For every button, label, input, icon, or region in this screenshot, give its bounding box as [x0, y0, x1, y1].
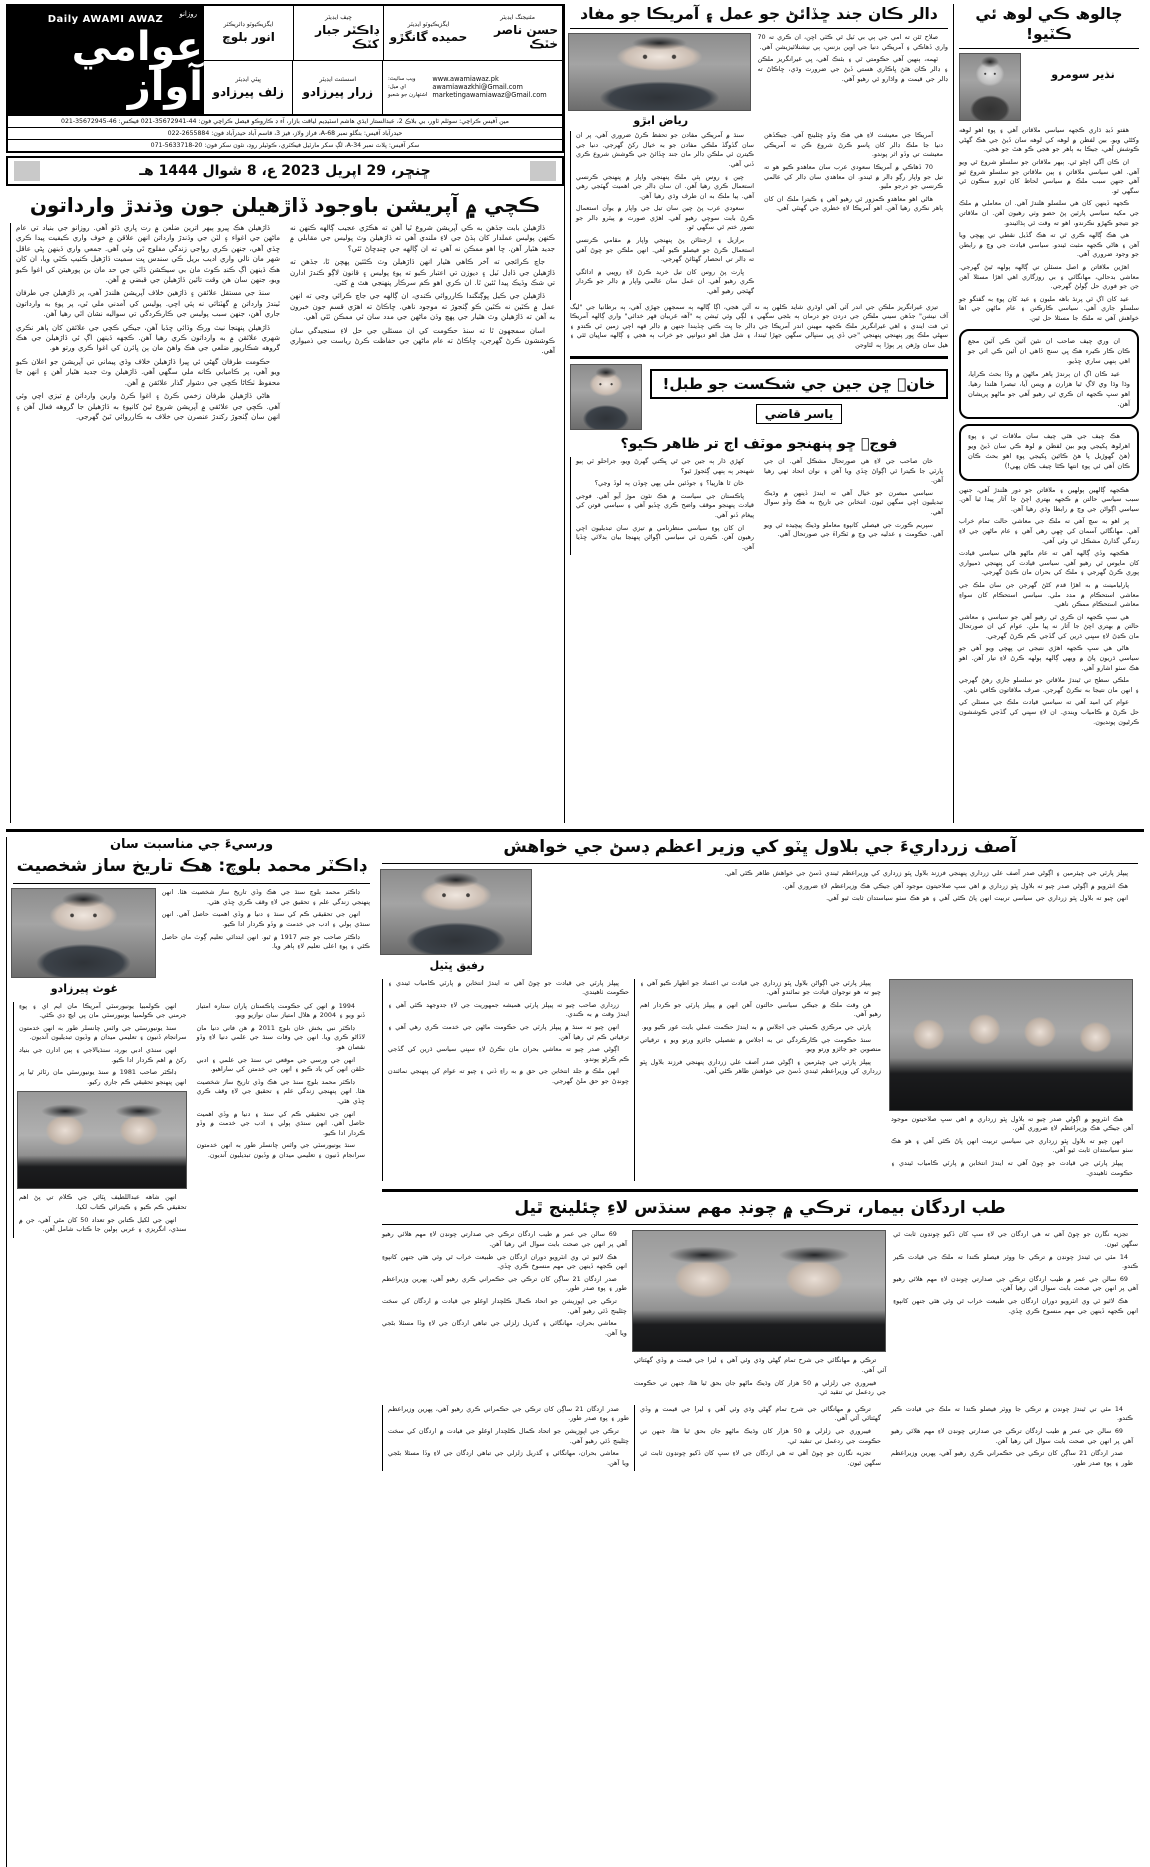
- staff-exec-director: [203, 6, 293, 60]
- khan-para: ان کان پوءِ سياسي منظرنامي ۾ تيزي سان تبديليون اچي رهيون آهن. ڪيترن ئي سياسي اڳواڻن پنهنجا بيان بدلائي ڇڏيا آهن.: [576, 523, 754, 551]
- chaloh-para: هفتو ڏيڍ ڌاري ڪجهه سياسي ملاقاتن آهي ۽ پوءِ اهو لوهه وکڻڻي ويو. بين لفظن ۾ لوهه کي لوهه سان ڏيڻ جي هڪ گهڻي ڪوشش آهي، جيڪا به ٻاهر جو هجي ڪو هٿ جو هجي.: [959, 126, 1139, 154]
- staff-name: حميده گانگڙو: [389, 30, 468, 45]
- staff-role: ايگزيڪيوٽو ايڊيٽر: [407, 21, 450, 29]
- zardari-para: انهن چيو ته بلاول ڀٽو زرداري جي سياسي تربيت انهن پاڻ ڪئي آهي ۽ هو هڪ سٺو سياستدان ثابت ٿيو آهي.: [826, 894, 1128, 903]
- khan-para: خان ٿا هارپيا؟ ۽ جوڏئين ملي ٻهي چوڏن ٻه لوڏ وڃي؟: [594, 479, 744, 488]
- staff-deputy-editor: [203, 61, 292, 115]
- masthead-contact: [382, 61, 562, 115]
- lead-headline[interactable]: ڪچي ۾ آپريشن باوجود ڏاڙهيلن جون وڌندڙ وارداتون: [29, 193, 541, 217]
- erdogan-para: 14 مئي تي ٿيندڙ چونڊن ۾ ترڪي جا ووٽر فيصلو ڪندا ته ملڪ جي قيادت ڪير ڪندو.: [890, 1404, 1133, 1423]
- staff-row-1: [203, 6, 562, 61]
- address-sukkur: سکر آفيس: پلاٽ نمبر 34-A، لڳ سکر مارٽيل فيڪٽري، ڪوٽيلر روڊ، نئون سکر فون: 20-5633718-071: [150, 142, 420, 149]
- baloch-para: سنڌ يونيورسٽي جي وائس چانسلر طور به انهن خدمتون سرانجام ڏنيون ۽ تعليمي ميدان ۾ وڏيون تبديليون آنديون.: [196, 1141, 365, 1159]
- contact-label-ads: اشتهارن جو شعبو: [387, 92, 428, 99]
- masthead: [6, 4, 564, 116]
- zardari-para: هن وقت ملڪ ۾ جيڪي سياسي حالتون آهن انهن ۾ پيپلز پارٽي جو ڪردار اهم رهيو آهي.: [639, 1000, 881, 1019]
- khan-para: پاڪستان جي سياست ۾ هڪ نئون موڙ آيو آهي. فوجي قيادت پنهنجو موقف واضح ڪري ڇڏيو آهي ۽ سياسي قوتن کي پيغام ڏنو آهي.: [576, 491, 754, 520]
- dollar-lead: صلاح ٿئن ته امي جي ٻي بي ٽيل ٿي ڪٽي اچن، ان ڪري ته 70 واري ڏهاڪي ۽ آمريڪي دنيا جي اوين بزنس، ٻي نيشنلائيزيشن آهي.: [757, 33, 948, 51]
- zardari-author-name: رفيق ڀٽيل: [429, 959, 485, 973]
- baloch-para: ڊاڪٽر محمد بلوچ سنڌ جي هڪ وڏي تاريخ ساز شخصيت هئا. انهن پنهنجي زندگي علم ۽ تحقيق جي لاءِ وقف ڪري ڇڏي هئي.: [161, 888, 370, 906]
- erdogan-para: ترڪي جي اپوزيشن جو اتحاد ڪمال ڪلچدار اوغلو جي قيادت ۾ اردگان کي سخت چئلينج ڏئي رهيو آهي.: [382, 1297, 627, 1315]
- khan-para: سپريم ڪورٽ جي فيصلي کانپوءِ معاملو وڌيڪ پيچيده ٿي ويو آهي. حڪومت ۽ عدليه جي وچ ۾ ٽڪراءَ جي صورتحال آهي.: [764, 520, 943, 539]
- baloch-headline[interactable]: ڊاڪٽر محمد بلوچ: هڪ تاريخ ساز شخصيت: [16, 856, 367, 876]
- lead-para: ڏاڙهيلن بابت جڏهن به ڪي آپريشن شروع ٿيا آهن ته هڪڙي عجيب ڳالهه ڪنهن نه ڪنهن پوليس عملدار کان ٻڌڻ جي لاءِ ملندي آهي ته ڏاڙهيلن وٽ پوليس جي مقابلي ۾ جديد هٿيار آهن. ڇا اهو ممڪن نه آهي ته ان ڳالهه جي ڇنڊڇاڻ ٿئي؟: [290, 224, 555, 253]
- zardari-para: انهن چيو ته بلاول ڀٽو زرداري جي سياسي تربيت انهن پاڻ ڪئي آهي ۽ هو هڪ سٺو سياستدان ثابت ٿيو آهي.: [890, 1136, 1133, 1155]
- bottom-left-stack: [376, 837, 1144, 1867]
- erdogan-para: فيبروري جي زلزلي ۾ 50 هزار کان وڌيڪ ماڻهو جان بحق ٿيا هئا، جنهن تي حڪومت جي ردعمل تي تنقيد ٿي.: [639, 1427, 881, 1445]
- zardari-para: پيپلز پارٽي جي چيئرمين ۽ اڳوڻي صدر آصف علي زرداري پنهنجي فرزند بلاول ڀٽو زرداري کي وزيراعظم ٿيندي ڏسڻ جي خواهش ظاهر ڪئي آهي.: [639, 1057, 881, 1076]
- erdogan-para: هڪ لائيو ٽي وي انٽرويو دوران اردگان جي طبيعت خراب ٿي وئي هئي جنهن کانپوءِ انهن ڪجهه ڏينهن جي مهم منسوخ ڪري ڇڏي.: [382, 1252, 627, 1271]
- zardari-headline[interactable]: آصف زرداريءَ جي بلاول ڀٽو کي وزير اعظم ڊسڻ جي خواهش: [503, 837, 1017, 857]
- photo-erdogan-kilicdaroglu: [632, 1230, 886, 1352]
- erdogan-para: معاشي بحران، مهانگائي ۽ گذريل زلزلي جي تباهي اردگان جي لاءِ وڏا مسئلا بڻجي ويا آهن.: [388, 1449, 629, 1467]
- khan-subhead: فوجؑ ڇو پنهنجو موٽف اڄ تر ظاهر ڪيو؟: [620, 435, 898, 452]
- chaloh-para: پر اهو به سچ آهي ته ملڪ جي معاشي حالت تمام خراب آهي. مهانگائي آسمان کي ڇهي رهي آهي ۽ عام ماڻهن جي لاءِ زندگي گذارڻ مشڪل ٿي وئي آهي.: [959, 517, 1139, 545]
- dateline-text: ڇنڇر، 29 اپريل 2023 ع، 8 شوال 1444 هـ: [139, 163, 431, 179]
- quote-line: عيد ڪان اڳ ان ٻرندڙ ٻاهر ماڻهن ۾ وڏا بحث ڪرايا، وڌا وڌا وي لاڳ ٿيا هزارن ۾ ويس آيا، تبصرا هلندا رهيا. اهو سڀ ڪجهه ان ڪري ٿي رهيو آهي جو ماڻهو پريشان آهن.: [968, 369, 1130, 408]
- zardari-para: پيپلز پارٽي جي قيادت جو چوڻ آهي ته ايندڙ انتخابن ۾ پارٽي ڪامياب ٿيندي ۽ حڪومت ٺاهيندي.: [890, 1159, 1133, 1177]
- khan-para: سياسي مبصرن جو خيال آهي ته ايندڙ ڏينهن ۾ وڌيڪ تبديليون اچي سگهن ٿيون. انتخابن جي تاريخ به هڪ وڏو سوال آهي.: [764, 488, 943, 517]
- chaloh-para: ان ڪان آگي اچڻو ٿي. ٻيهر ملاقاتن جو سلسلو شروع ٿي ويو آهي. اهي سياسي ملاقاتن ۽ ٻين ملاقاتن جو سلسلو شروع ٿيو آهي جنهن سبب ملڪ ۾ سياسي لحاظ کان ٿورو سڪون ٿي سگهي ٿو.: [959, 158, 1139, 195]
- zardari-para: هڪ انٽرويو ۾ اڳوڻي صدر چيو ته بلاول ڀٽو زرداري ۾ اهي سڀ صلاحيتون موجود آهن جيڪي هڪ وزيراعظم لاءِ ضروري آهن.: [890, 1114, 1133, 1133]
- zardari-para: پيپلز پارٽي جي اڳواڻن بلاول ڀٽو زرداري جي قيادت تي اعتماد جو اظهار ڪيو آهي ۽ چيو ته هو نوجوان قيادت جو نمائندو آهي.: [639, 978, 881, 997]
- baloch-para: انهن جي تحقيقي ڪم کي سنڌ ۽ دنيا ۾ وڏي اهميت حاصل آهي. انهن سنڌي ٻولي ۽ ادب جي خدمت ۾ وڏو ڪردار ادا ڪيو.: [196, 1109, 365, 1137]
- staff-role: ڀيٽي ايڊيٽر: [235, 75, 261, 83]
- erdogan-para: تجزيه نگارن جو چوڻ آهي ته هي اردگان جي لاءِ سڀ کان ڏکيو چونڊون ثابت ٿي سگهن ٿيون.: [639, 1449, 881, 1467]
- zardari-para: پارٽي جي مرڪزي ڪميٽي جي اجلاس ۾ به ايندڙ حڪمت عملي بابت غور ڪيو ويو.: [641, 1023, 871, 1032]
- baloch-para: انهن شاهه عبداللطيف ڀٽائي جي ڪلام تي پڻ اهم تحقيقي ڪم ڪيو ۽ ڪيترائي ڪتاب لکيا.: [19, 1193, 187, 1211]
- erdogan-para: ترڪي جي اپوزيشن جو اتحاد ڪمال ڪلچدار اوغلو جي قيادت ۾ اردگان کي سخت چئلينج ڏئي رهيو آهي.: [388, 1427, 629, 1445]
- chaloh-para: هاڻي هي سڀ ڪجهه اهڙي نتيجي تي پهچي ويو آهي جو سياسي ڌريون پاڻ ۾ ويهي ڳالهه ٻولهه ڪرڻ لاءِ تيار آهن. اهو هڪ سٺو اشارو آهي.: [959, 644, 1139, 672]
- article-zardari: [382, 837, 1138, 1181]
- baloch-para: انهن جي تحقيقي ڪم کي سنڌ ۽ دنيا ۾ وڏي اهميت حاصل آهي. انهن سنڌي ٻولي ۽ ادب جي خدمت ۾ وڏو ڪردار ادا ڪيو.: [161, 910, 370, 929]
- staff-name: حسن ناصر خٽڪ: [494, 23, 558, 52]
- zardari-para: سنڌ حڪومت جي ڪارڪردگي تي به اجلاس ۾ تفصيلي جائزو ورتو ويو ۽ ترقياتي منصوبن جو جائزو ورتو ويو.: [639, 1035, 881, 1054]
- staff-role: ايگزيڪيوٽو ڊائريڪٽر: [223, 21, 274, 29]
- chaloh-para: هڪجهه وڏي ڳالهه آهي ته عام ماڻهو هاڻي سياسي قيادت کان مايوس ٿي رهيو آهي. سياسي قيادت کي پنهنجي ذميواري پوري ڪرڻ گهرجي ۽ ملڪ کي بحران مان ڪڍڻ گهرجي.: [959, 549, 1139, 577]
- article-chaloh: [954, 4, 1144, 823]
- baloch-para: ڊاڪٽر صاحب 1981 ۾ سنڌ يونيورسٽي مان رٽائر ٿيا پر انهن پنهنجو تحقيقي ڪم جاري رکيو.: [19, 1068, 187, 1086]
- baloch-para: انهن سنڌي ادبي بورڊ، سنڌيالاجي ۽ ٻين ادارن جي بنياد رکڻ ۾ اهم ڪردار ادا ڪيو.: [19, 1046, 187, 1064]
- baloch-para: انهن جي ورسي جي موقعي تي سنڌ جي علمي ۽ ادبي حلقن انهن کي ياد ڪيو ۽ انهن جي خدمتن کي ساراهيو.: [196, 1055, 365, 1074]
- staff-name: ڊاڪٽر جبار کٽڪ: [315, 23, 379, 52]
- dollar-para: هاڻي اهو معاهدو ڪمزور ٿي رهيو آهي ۽ ڪيترا ملڪ ان کان ٻاهر نڪري رهيا آهن. اهو آمريڪا لاءِ خطري جي گهنٽي آهي.: [764, 194, 943, 213]
- article-erdogan: [382, 1198, 1138, 1471]
- staff-assistant-editor: [292, 61, 381, 115]
- zardari-para: انهن ملڪ ۾ جلد انتخابن جي حق ۾ به راءِ ڏني ۽ چيو ته عوام کي پنهنجي نمائندن چونڊڻ جو حق ملڻ گهرجي.: [388, 1067, 629, 1085]
- chaloh-para: هڪجهه ڳالهين ٻولهين ۽ ملاقاتن جو دور هلندڙ آهي، جنهن سبب سياسي حالتن ۾ ڪجهه بهتري اچڻ جا آثار پيدا ٿيا آهن. سياسي اڳواڻن جي وچ ۾ رابطا وڌي رهيا آهن.: [959, 485, 1139, 513]
- lead-para: ڏاڙهيلن پنهنجا نيٽ ورڪ وڌائي ڇڏيا آهن، جيڪي ڪچي جي علائقن کان ٻاهر نڪري شهري علائقن ۾ به وارداتون ڪري رهيا آهن. ڪجهه ڏينهن اڳ ئي ڏاڙهيلن جي هڪ گروهه شڪارپور ضلعي جي هڪ واهڻ مان ٻن ڀائرن کي اغوا ڪري ورتو هو.: [16, 323, 280, 353]
- lead-para: سنڌ جي مستقل علائقن ۽ ڏاڙهين خلاف آپريشن هلندڙ آهي، پر ڏاڙهيلن جي طرفان ٿيندڙ وارداتن ۾ گهٽتائي نه پئي اچي. پوليس کي آمدني ملي ٿي، پر پوءِ به وارداتون جاري آهن، جنهن سبب پوليس جي ڪارڪردگي تي سواليه نشان اٿي رهيا آهن.: [16, 289, 280, 319]
- baloch-para: 1994 ۾ انهن کي حڪومت پاڪستان پاران ستاره امتياز ڏنو ويو ۽ 2004 ۾ هلال امتياز سان نوازيو ويو.: [196, 1001, 365, 1020]
- masthead-logo-english: Daily AWAMI AWAZ: [47, 13, 164, 25]
- lead-para: ڏاڙهيلن هڪ ڀيرو ٻيهر اترين ضلعن ۾ رت ڀاري ڏئو آهي. روزانو جي بنياد تي عام ماڻهن جي اغواء ۽ لٽن جي وڌندڙ وارداتن انهن علاقن ۾ خوف واري ڪيفيت پيدا ڪري ڇڏي آهي، جنهن ڪري رواجي زندگي مفلوج ٿي وئي آهي. جمعي واري ڏينهن ڀڻي عاقل شهر مان نالي واري اديب بريل ڪي سندس ڀت سميت ڏاڙهيل ڪنيپ ڪٽي ويا، ان کان هڪ ڏينهن اڳ ڪنڊ ڪوٽ مان بي سيڪشن ڏاٿي جي حد مان بن پورهيتن کي اغوا ڪيو ويو، جنهن سان هن وقت تائين ڏاڙهيلن جي قبضي ۾ آهن.: [16, 224, 280, 285]
- staff-exec-editor: [383, 6, 473, 60]
- photo-dr-baloch-portrait: [17, 1091, 187, 1189]
- erdogan-para: 69 سالن جي عمر ۾ طيب اردگان ترڪي جي صدارتي چونڊن لاءِ مهم هلائي رهيو آهي پر انهن جي صحت بابت سوال اٿي رهيا آهن.: [890, 1427, 1133, 1445]
- zardari-para: پيپلز پارٽي جي چيئرمين ۽ اڳوڻي صدر آصف علي زرداري پنهنجي فرزند بلاول ڀٽو زرداري کي وزيراعظم ٿيندي ڏسڻ جي خواهش ظاهر ڪئي آهي.: [724, 869, 1128, 878]
- dollar-para-tail: تيزي غيرانگريز ملڪن جي اندر آئي آهي اوڌري شايد ڪلهن ٻه نه آئي هجي، اڳا ڳالهه ٻه سمجهن جهڙي آهي، ٻه برطانيا جي "ليگ آف نيشن" جڏهن سيني ملڪن جي دردن جو درمان ٻه بڻجي سگهي ۽ لڳي وئي ٽيشن ٻه "آهه غريبان قهر خدائي" واري ڳالهه آمريڪا ٽي فت ايندي ۽ اهي غيرانگريز ملڪ ڪجهه مهينن اندر آمريڪا جي ڊالر جا ڀت ڪتي چڏيندا جنهن ۾ ڊالر قهه اڄي زمين ٽي ڪندو ۽ سهڻي ملڪ ڀور پنهنجي پنهنجي "جي ڏي ڀي سنڀالي سگهن جهڙا ٿيندا، ۽ شل هيل اهو ديوانپي جو خراب ٻه هجي ۽ ڳالهه ساڀيان ٿئي ۽ هيل سان وڙهن ڀر ٻوڙا ٻه لٽاوجن: [570, 302, 948, 350]
- baloch-para: ڊاڪٽر محمد بلوچ سنڌ جي هڪ وڏي تاريخ ساز شخصيت هئا. انهن پنهنجي زندگي علم ۽ تحقيق جي لاءِ وقف ڪري ڇڏي هئي.: [196, 1077, 365, 1105]
- dollar-para: آمريڪا جي معيشت لاءِ هي هڪ وڏو چئلينج آهي. جيڪڏهن دنيا جا ملڪ ڊالر کان پاسو ڪرڻ شروع ڪن ته آمريڪي معيشت تي وڏو اثر پوندو.: [764, 131, 943, 159]
- dollar-para: ٽهمه، ٻنهين آهي حڪومتي ٿي ۽ بئنڪ آهي، ڀي غيرانگريز ملڪن ۽ ڊالر ڪان هٽڻ ڀاڪاري هستي ڏيڻ جي ضرورت وڌي، ڇاڪاڻ ته ڊالر جي قيمت ۾ واڌارو ٿي رهيو آهي.: [757, 55, 948, 83]
- erdogan-headline[interactable]: طب اردگان بيمار، ترڪي ۾ چونڊ مهم سنڌس لاءِ چئلينج ٿيل: [514, 1198, 1006, 1219]
- baloch-para: ڊاڪٽر صاحب جو جنم 1917 ۾ ٿيو. انهن ابتدائي تعليم ڳوٺ مان حاصل ڪئي ۽ پوءِ اعلى تعليم لاءِ ٻاهر ويا.: [161, 932, 370, 951]
- erdogan-para: هڪ لائيو ٽي وي انٽرويو دوران اردگان جي طبيعت خراب ٿي وئي هئي جنهن کانپوءِ انهن ڪجهه ڏينهن جي مهم منسوخ ڪري ڇڏي.: [893, 1297, 1138, 1315]
- baloch-para: انهن جي لکيل ڪتابن جو تعداد 50 کان مٿي آهي، جن ۾ سنڌي، انگريزي ۽ عربي ٻولين جا ڪتاب شامل آهن.: [19, 1215, 187, 1234]
- chaloh-author-name: نذير سومرو: [1051, 68, 1115, 82]
- quote-line: ان وري چيف صاحب ان نئين آئين ڪي آئين مجع ڪان ڪار ڪيرء هڪ ڀي سنج ڏاهي ان آئين ڪي اتي جو اهي ٻنهي ساري ڇڏيو.: [968, 336, 1130, 365]
- staff-name: زلف پيرزادو: [212, 84, 284, 99]
- erdogan-para: معاشي بحران، مهانگائي ۽ گذريل زلزلي جي تباهي اردگان جي لاءِ وڏا مسئلا بڻجي ويا آهن.: [382, 1319, 627, 1337]
- photo-zardari-bilawal-group: [889, 979, 1133, 1111]
- author-photo-nazir-soomro: [959, 53, 1021, 121]
- section-divider: [6, 829, 1144, 832]
- quote-line: هڪ چيف جي هٿي چيف سان ملاقات ٿي ۽ پوءِ اهرلوھ پکيجي ويو بين لفظن ۾ لوھ ڪي سان ڏيڻ ويو (هڻ گهوڙيل پا هڻ ڪاٿين پکيجي پوءِ اهو بحث ڪان ڪان آهي ئي پوءِ انتها ڪٿا چيف ڪان پهي!): [968, 431, 1130, 470]
- lead-para: ڏاڙهيلن جي ڪيل ڀوڳنگندا ڪارروائي ڪندي، ان ڳالهه جي جاچ ڪرائي وڃي ته انهن عمل ۾ ڪٿين نه ڪٿين ڪو ڳٺجوڙ ته موجود ناهي. ڇاڪاڻ ته اهڙي قسم جون خبرون به آهن ته ڏاڙهيلن وٽ هٿيار جي پهچ وڏن ماڻهن جي مدد سان ئي ممڪن ٿئي آهي.: [290, 292, 555, 322]
- author-photo-yasir-qazi: [570, 364, 642, 430]
- staff-chief-editor: [293, 6, 383, 60]
- contact-label-website: ويب سائيٽ:: [387, 76, 416, 83]
- lead-para: هاڻي ڏاڙهيلن طرفان زخمي ڪرڻ ۽ اغوا ڪرڻ وارين وارداتن ۾ تيزي اچي وئي آهي. ڪچي جي علائقي ۾ آپريشن شروع ٿيڻ کانپوءِ به ڏاڙهيلن جا گروهه فعال آهن ۽ انهن سان ڳٺجوڙ رکندڙ عنصرن جي خلاف به ڪارروائي ٿيڻ گهرجي.: [16, 392, 280, 421]
- zardari-para: اڳوڻي صدر چيو ته معاشي بحران مان نڪرڻ لاءِ سڀني سياسي ڌرين کي گڏجي ڪم ڪرڻو پوندو.: [388, 1045, 629, 1063]
- masthead-block: [6, 4, 564, 823]
- erdogan-para: تجزيه نگارن جو چوڻ آهي ته هي اردگان جي لاءِ سڀ کان ڏکيو چونڊون ثابت ٿي سگهن ٿيون.: [893, 1230, 1138, 1249]
- erdogan-para: صدر اردگان 21 ساڳن کان ترڪي جي حڪمراني ڪري رهيو آهي، پهرين وزيراعظم طور ۽ پوءِ صدر طور.: [382, 1274, 627, 1293]
- baloch-para: ڊاڪٽر نبي بخش خان بلوچ 2011 ۾ هن فاني دنيا مان لاڏاڻو ڪري ويا. انهن جي وفات سنڌ جي علمي دنيا لاءِ وڏو نقصان هو.: [196, 1023, 365, 1052]
- contact-marketing-email[interactable]: marketingawamiawaz@Gmail.com: [432, 91, 547, 100]
- address-karachi: مين آفيس ڪراچي: سوٽلم ٽاور، بي بلاڪ 2، عبدالستار ايڌي هاشم اسٽيڊيم لياقت بازار، آء ڊ ڪاروڪو فيصل ڪراچي فون: 44-35672941-021 فيڪس: 46-35672945-021: [8, 116, 562, 128]
- dollar-headline[interactable]: دالر ڪان جند ڇڏائڻ جو عمل ۽ آمريڪا جو مفاد: [580, 5, 938, 23]
- contact-label-email: اي ميل:: [387, 84, 406, 91]
- contact-website[interactable]: www.awamiawaz.pk: [432, 74, 499, 83]
- dollar-para: ڀارت پڻ روس کان تيل خريد ڪرڻ لاءِ روپيي ۾ ادائگي ڪري رهيو آهي. ان عمل سان عالمي واپار ۾ ڊالر جو ڪردار گهٽجي رهيو آهي.: [576, 267, 754, 296]
- erdogan-para: 14 مئي تي ٿيندڙ چونڊن ۾ ترڪي جا ووٽر فيصلو ڪندا ته ملڪ جي قيادت ڪير ڪندو.: [893, 1252, 1138, 1271]
- article-dr-baloch: [6, 837, 376, 1867]
- staff-row-2: [203, 61, 562, 115]
- staff-name: زرار پيرزادو: [302, 84, 373, 99]
- zardari-para: انهن چيو ته سنڌ ۾ پيپلز پارٽي جي حڪومت ماڻهن جي خدمت ڪري رهي آهي ۽ ترقياتي ڪم ٿي رهيا آهن.: [388, 1023, 629, 1041]
- author-photo-rafiq-bhutel: [380, 869, 532, 955]
- chaloh-para: ملڪي سطح تي ٿيندڙ ملاقاتن جو سلسلو جاري رهڻ گهرجي ۽ انهن مان نتيجا به نڪرڻ گهرجن. صرف ملاقاتون ڪافي ناهن.: [959, 676, 1139, 694]
- staff-name: انور بلوچ: [222, 30, 275, 45]
- chaloh-para: هي سڀ ڪجهه ان ڪري ٿي رهيو آهي جو سياسي ۽ معاشي حالتن ۾ بهتري اچڻ جا آثار نه پيا ملن. عوام کي ان صورتحال مان ڪڍڻ لاءِ سڀني ڌرين کي گڏجي ڪم ڪرڻ گهرجي.: [959, 612, 1139, 640]
- chaloh-headline[interactable]: چالوھ ڪي لوھ ئي ڪٽيو!: [975, 5, 1123, 44]
- erdogan-para: صدر اردگان 21 ساڳن کان ترڪي جي حڪمراني ڪري رهيو آهي، پهرين وزيراعظم طور ۽ پوءِ صدر طور.: [388, 1404, 629, 1423]
- contact-values: [432, 75, 546, 100]
- chaloh-para: پارليامينٽ ۾ به اهڙا قدم کڻڻ گهرجن جن سان ملڪ جي معاشي استحڪام ۾ مدد ملي. سياسي استحڪام کان سواءِ معاشي استحڪام ممڪن ناهي.: [959, 580, 1139, 609]
- chaloh-quote-box-2: [959, 424, 1139, 481]
- masthead-logo: [8, 6, 203, 114]
- chaloh-quote-box-1: [959, 329, 1139, 419]
- khan-box-headline[interactable]: خانؑ ڇن جين جي شڪست جو طبل!: [650, 369, 948, 400]
- erdogan-para: ترڪي ۾ مهانگائي جي شرح تمام گهڻي وڌي وئي آهي ۽ ليرا جي قيمت ۾ وڏي گهٽتائي آئي آهي.: [633, 1356, 887, 1375]
- dollar-para: 70 ڏهاڪي ۾ آمريڪا سعودي عرب سان معاهدو ڪيو هو ته تيل جو واپار رڳو ڊالر ۾ ٿيندو. ان معاهدي سان ڊالر کي عالمي ڪرنسي جو درجو مليو.: [764, 162, 943, 191]
- contact-email[interactable]: awamiawazkhi@Gmail.com: [432, 83, 523, 92]
- baloch-para: سنڌ يونيورسٽي جي وائس چانسلر طور به انهن خدمتون سرانجام ڏنيون ۽ تعليمي ميدان ۾ وڏيون تبديليون آنديون.: [19, 1023, 187, 1042]
- erdogan-para: 69 سالن جي عمر ۾ طيب اردگان ترڪي جي صدارتي چونڊن لاءِ مهم هلائي رهيو آهي پر انهن جي صحت بابت سوال اٿي رهيا آهن.: [382, 1230, 627, 1249]
- chaloh-para: اهڙين ملاقاتن ۾ اصل مسئلن تي ڳالهه ٻولهه ٿيڻ گهرجي. معاشي بدحالي، مهانگائي ۽ بي روزگاري اهي اهڙا مسئلا آهن جن جو فوري حل ڳولڻ گهرجي.: [959, 263, 1139, 291]
- chaloh-para: عوام کي اميد آهي ته سياسي قيادت ملڪ جي مسئلن کي حل ڪرڻ ۾ ڪامياب ويندي. ان لاءِ سڀني کي گڏجي ڪوششون ڪرڻيون پونديون.: [959, 698, 1139, 726]
- masthead-addresses: [6, 116, 564, 153]
- address-hyderabad: حيدرآباد آفيس: بنگلو نمبر 68-A، فراز ولاز، فيز 3، قاسم آباد حيدرآباد فون: 2655884-022: [8, 128, 562, 140]
- baloch-para: انهن ڪولمبيا يونيورسٽي آمريڪا مان ايم اي ۽ پوءِ جرمني جي ڪولمبيا يونيورسٽي مان پي ايڇ ڊي ڪئي.: [19, 1001, 187, 1020]
- khan-para: خان صاحب جي لاءِ هي صورتحال مشڪل آهي. ان جي پارٽي جا ڪيترا ئي اڳواڻ ڇڏي ويا آهن ۽ نوان اتحاد ٺهي رهيا آهن.: [764, 457, 943, 485]
- masthead-logo-corner: روزانو: [179, 10, 197, 18]
- erdogan-para: 69 سالن جي عمر ۾ طيب اردگان ترڪي جي صدارتي چونڊن لاءِ مهم هلائي رهيو آهي پر انهن جي صحت بابت سوال اٿي رهيا آهن.: [893, 1274, 1138, 1293]
- lead-article: [6, 193, 564, 823]
- chaloh-byline: [959, 53, 1139, 121]
- chaloh-para: عيد کان اڳ ئي پرنڌ باهه مليون ۽ عيد کان پوءِ به گفتگو جو سلسلو جاري آهي. سياسي ڪارڪنن ۽ عام ماڻهن جي اها خواهش آهي ته ملڪ جا مسئلا حل ٿين.: [959, 294, 1139, 322]
- dateline-block-left: [14, 161, 40, 181]
- dollar-para: سنڌ ۾ آمريڪي مفادن جو تحفظ ڪرڻ ضروري آهي، پر ان سان گڏوگڏ ملڪي مفادن جو به خيال رکڻ گهرجي. دنيا جي ڪيترن ئي ملڪن ڊالر مان جند ڇڏائڻ جي ڪوشش شروع ڪري ڏني آهي.: [576, 131, 754, 168]
- baloch-kicker: ورسيءَ جي مناسبت سان: [109, 837, 274, 852]
- contact-labels: [388, 75, 427, 99]
- dollar-para: چين ۽ روس ٻئي ملڪ پنهنجي واپار ۾ پنهنجي ڪرنسي استعمال ڪري رهيا آهن. ان سان ڊالر جي اهميت گهٽجي رهي آهي. ٻيا ملڪ به ان طرف وڌي رهيا آهن.: [576, 172, 754, 200]
- chaloh-para: هي هڪ ڳالهه ڪري ٿي ته هڪ گڏيل نقطي تي پهچي ويا آهن ۽ هاڻي ڪجهه مثبت ٿيندو. سياسي قيادت جي وچ ۾ رابطن جو وجود ضروري آهي.: [959, 231, 1139, 259]
- dollar-para: برازيل ۽ ارجنٽائن پڻ پنهنجي واپار ۾ مقامي ڪرنسي استعمال ڪرڻ جو فيصلو ڪيو آهي. انهن ملڪن جو چوڻ آهي ته ڊالر تي انحصار گهٽائڻ گهرجي.: [576, 236, 754, 264]
- zardari-para: زرداري صاحب چيو ته پيپلز پارٽي هميشه جمهوريت جي لاءِ جدوجهد ڪئي آهي ۽ ايندڙ وقت ۾ به ڪندي.: [388, 1000, 629, 1019]
- lead-para: اسان سمجهون ٿا ته سنڌ حڪومت کي ان مسئلي جي حل لاءِ سنجيدگي سان ڪوششون ڪرڻ گهرجن، ڇاڪاڻ ته عام ماڻهن جي حفاظت ڪرڻ رياست جي ذميواري آهي.: [290, 326, 555, 356]
- article-khan: [570, 364, 948, 556]
- erdogan-para: صدر اردگان 21 ساڳن کان ترڪي جي حڪمراني ڪري رهيو آهي، پهرين وزيراعظم طور ۽ پوءِ صدر طور.: [890, 1449, 1133, 1467]
- author-photo-ghous-pirzado: [11, 888, 156, 978]
- dollar-para: سعودي عرب پڻ چين سان تيل جي واپار ۾ يوآن استعمال ڪرڻ بابت سوچي رهيو آهي. اهڙي صورت ۾ پيٽرو ڊالر جو تصور ختم ٿي سگهي ٿو.: [576, 204, 754, 232]
- dateline-block-right: [530, 161, 556, 181]
- lead-para: جاچ ڪرائجي ته آخر ڪاهي هٿيار انهن ڏاڙهيلن وٽ ڪٿئين پهچن ٿا، جڏهن ته ڏاڙهيلن جي ڏاڍل ٽيل ۽ ديوزن تي اعتبار ڪيو ته پوءِ پوليس ۽ قانون لاڳو ڪندڙ ادارن تي شڪ وڌيڪ پيدا ٿئين ٿا. ان ڪري اهو ڪم سرڪار پنهنجي هٿ ۾ کڻي.: [290, 258, 555, 288]
- erdogan-para: ترڪي ۾ مهانگائي جي شرح تمام گهڻي وڌي وئي آهي ۽ ليرا جي قيمت ۾ وڏي گهٽتائي آئي آهي.: [639, 1404, 881, 1423]
- author-photo-riaz-abro: [568, 33, 751, 111]
- staff-role: اسسٽنٽ ايڊيٽر: [319, 75, 357, 83]
- staff-role: چيف ايڊيٽر: [325, 14, 352, 22]
- masthead-logo-sindhi: عوامي آواز: [71, 23, 203, 110]
- khan-para: کهڙي ڌار ٻه جين جي ٿي ڀڪني گهرڻ ويو، جراحلو ٽي ٻيو شهنجر ٻه ٻنهي ڳٺجوڙ ٿيو؟: [576, 457, 754, 475]
- dateline: [6, 156, 564, 186]
- article-dollar-america: [564, 4, 954, 823]
- khan-author-name: ياسر قاضي: [756, 404, 843, 424]
- chaloh-para: ڪجهه ڏينهن کان هي سلسلو هلندڙ آهي. ان معاملي ۾ ملڪ جي مکيه سياسي پارٽين پڻ حصو وٺي رهيون آهن. ان ملاقاتن جو نتيجو ڪهڙو نڪرندو، اهو ته وقت ئي ٻڌائيندو.: [959, 199, 1139, 227]
- masthead-staff: [203, 6, 562, 114]
- dollar-author-name: رياض ابڙو: [633, 114, 689, 128]
- staff-managing-editor: [473, 6, 562, 60]
- lead-para: حڪومت طرفان گهڻي ئي ڀيرا ڏاڙهيلن خلاف وڏي پيماني تي آپريشن جو اعلان ڪيو ويو آهي، پر ڪاميابي ڪانه ملي سگهي آهي. ڏاڙهيلن وٽ جديد هٿيار آهن ۽ انهن جا محفوظ ٺڪاڻا ڪچي جي دشوار گذار علائقن ۾ آهن.: [16, 357, 280, 387]
- zardari-para: هڪ انٽرويو ۾ اڳوڻي صدر چيو ته بلاول ڀٽو زرداري ۾ اهي سڀ صلاحيتون موجود آهن جيڪي هڪ وزيراعظم لاءِ ضروري آهن.: [782, 881, 1128, 890]
- baloch-author-name: غوث پيرزادو: [50, 982, 119, 996]
- zardari-para: پيپلز پارٽي جي قيادت جو چوڻ آهي ته ايندڙ انتخابن ۾ پارٽي ڪامياب ٿيندي ۽ حڪومت ٺاهيندي.: [388, 978, 629, 997]
- staff-role: مئنيجنگ ايڊيٽر: [500, 14, 535, 22]
- erdogan-para: فيبروري جي زلزلي ۾ 50 هزار کان وڌيڪ ماڻهو جان بحق ٿيا هئا، جنهن تي حڪومت جي ردعمل تي تنقيد ٿي.: [633, 1378, 887, 1397]
